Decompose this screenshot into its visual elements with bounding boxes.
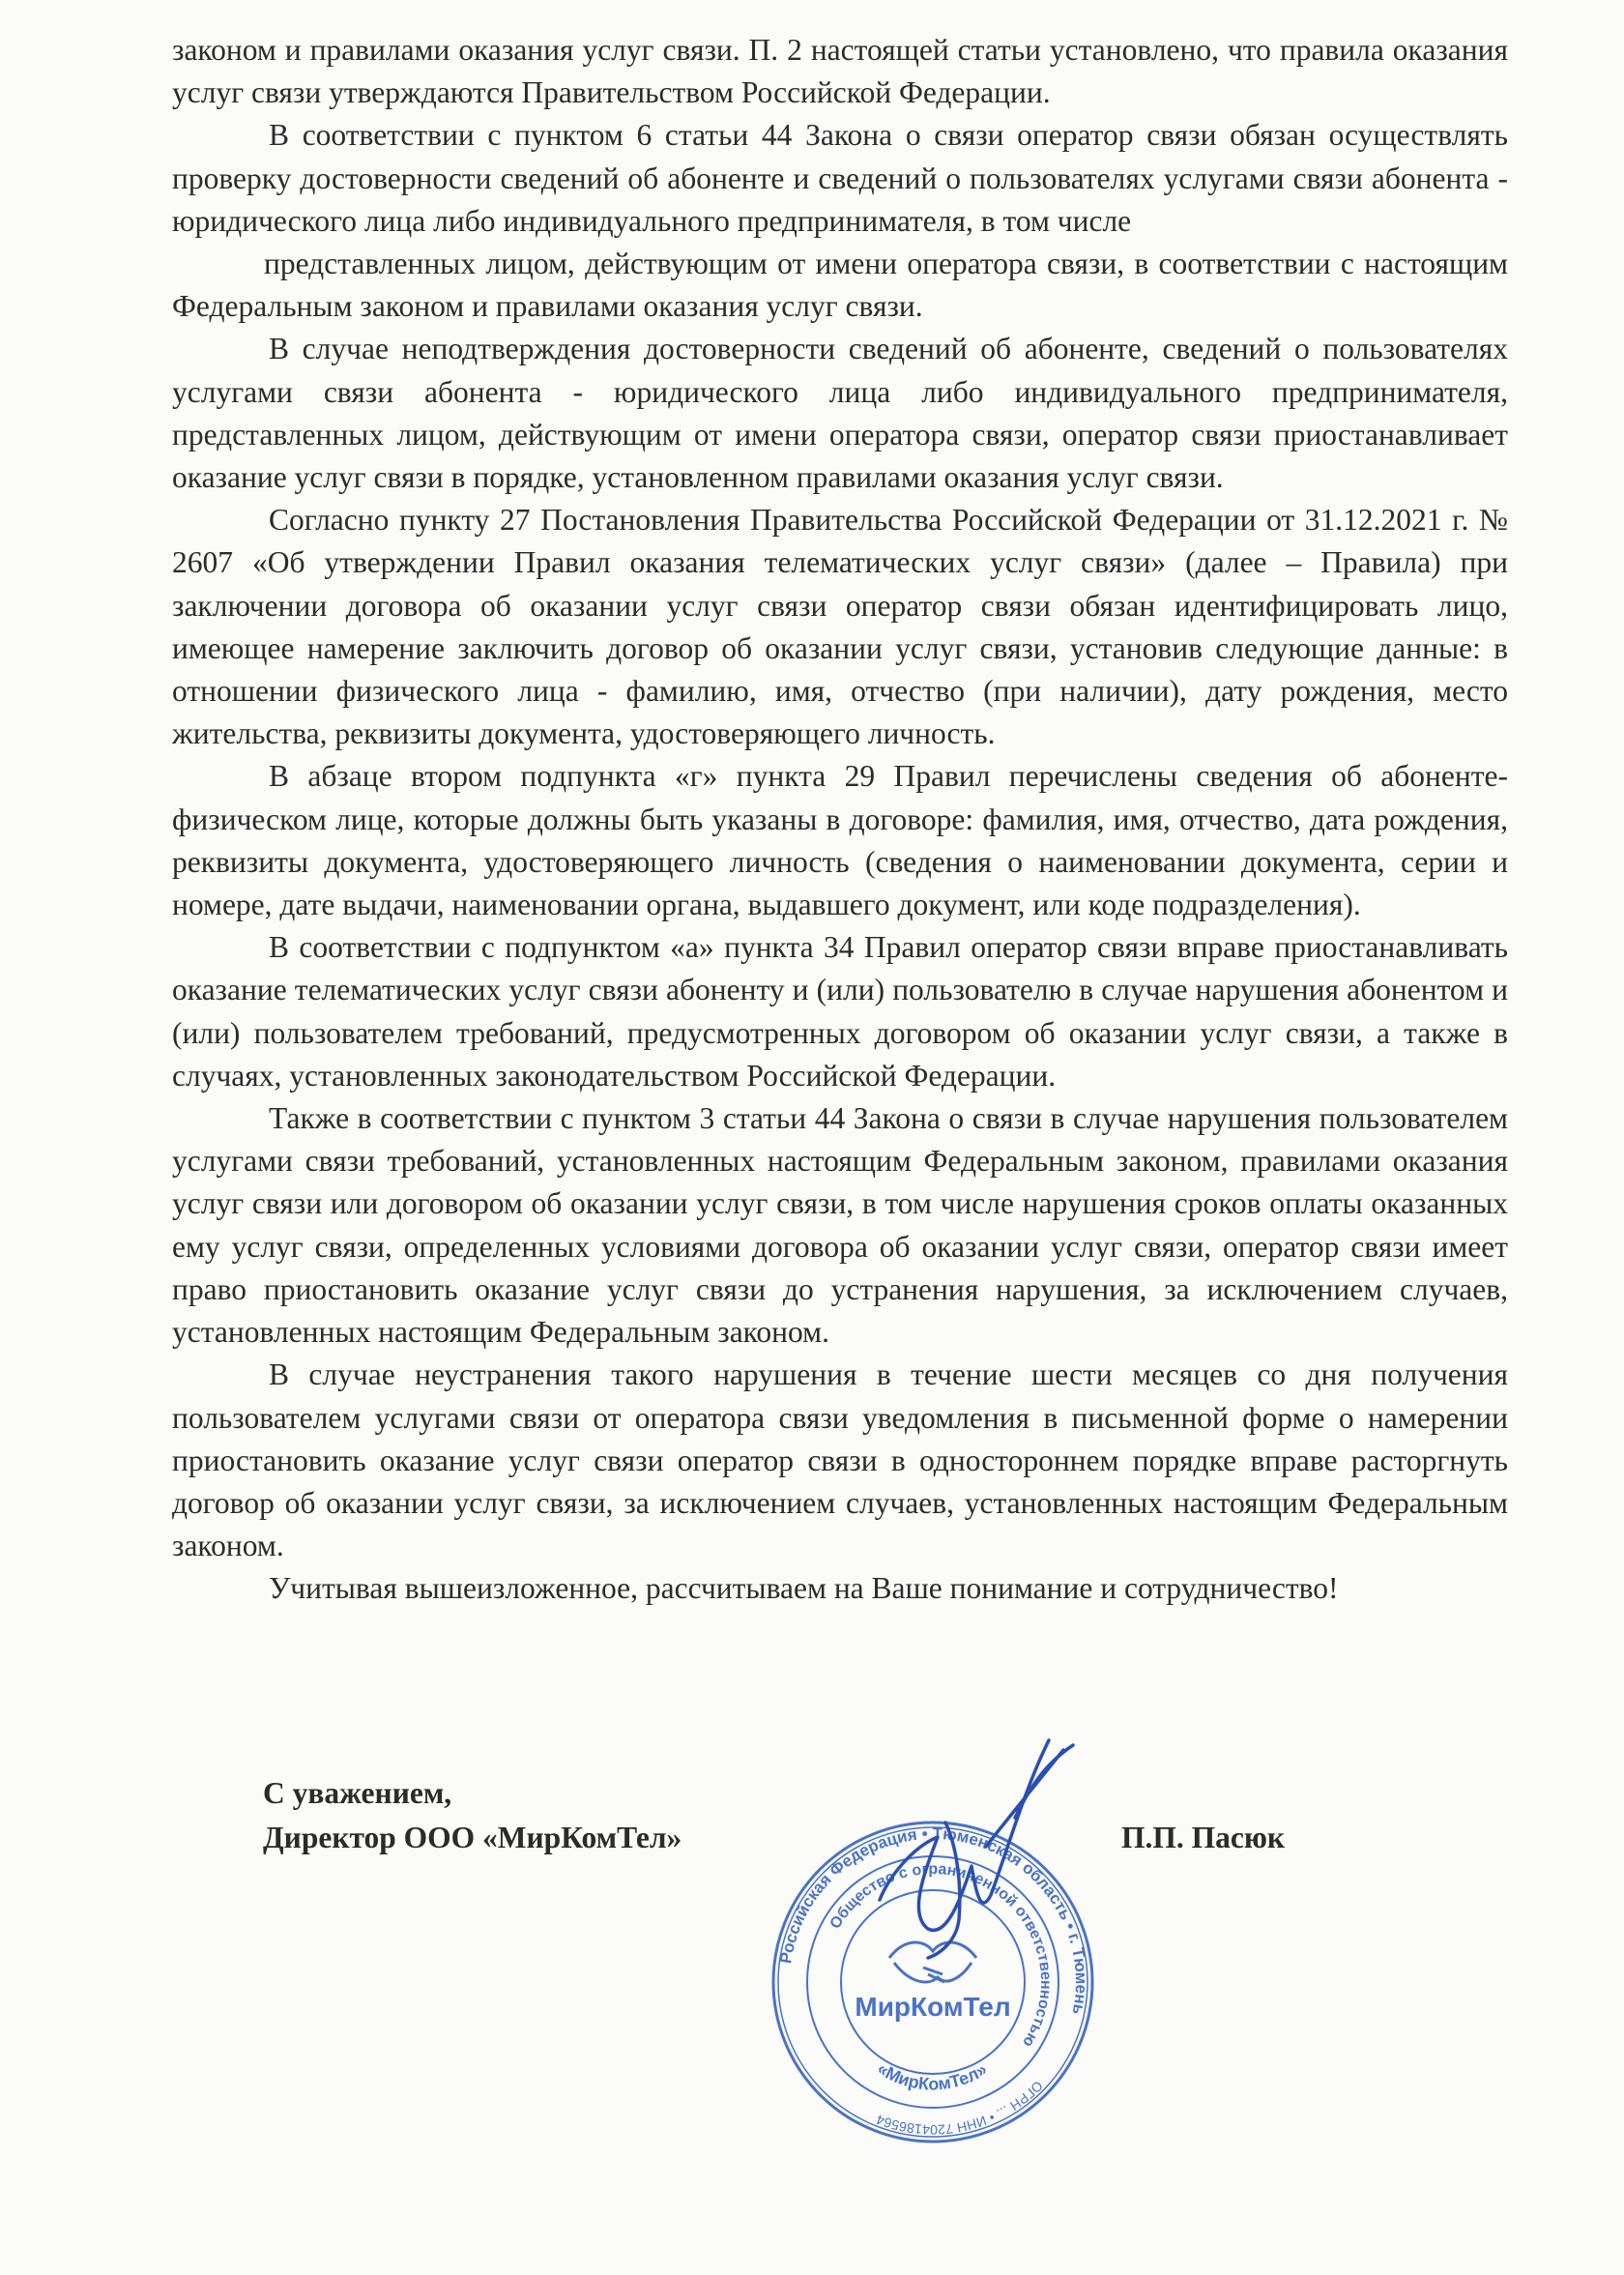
paragraph-3: представленных лицом, действующим от имени оператора связи, в соответствии с настоящим Федеральным законом и правилами оказания услуг связи. xyxy=(172,247,1508,324)
handwritten-signature xyxy=(870,1731,1102,2021)
signature-block xyxy=(263,1771,682,1860)
paragraph-9: В случае неустранения такого нарушения в течение шести месяцев со дня получения пользователем услугами связи от оператора связи уведомления в письменной форме о намерении приостановить оказание услуг связи оператор связи в одностороннем порядке вправе расторгнуть договор об оказании услуг связи, за исключением случаев, установленных настоящим Федеральным законом. xyxy=(172,1357,1508,1563)
paragraph-10: Учитывая вышеизложенное, рассчитываем на Ваше понимание и сотрудничество! xyxy=(269,1571,1339,1606)
stamp-lower-ring-text: ОГРН ... • ИНН 7204186564 xyxy=(874,2078,1047,2139)
closing-phrase: С уважением, xyxy=(263,1776,452,1810)
paragraph-6: В абзаце втором подпункта «г» пункта 29 Правил перечислены сведения об абоненте-физическом лице, которые должны быть указаны в договоре: фамилия, имя, отчество, дата рождения, реквизиты документа, удостоверяющего личность (сведения о наименовании документа, серии и номере, дате выдачи, наименовании органа, выдавшего документ, или коде подразделения). xyxy=(172,759,1508,922)
paragraph-2: В соответствии с пунктом 6 статьи 44 Закона о связи оператор связи обязан осуществлять проверку достоверности сведений об абоненте и сведений о пользователях услугами связи абонента - юридического лица либо индивидуального предпринимателя, в том числе xyxy=(172,118,1508,238)
signatory-name: П.П. Пасюк xyxy=(1121,1821,1286,1854)
signature-stroke-flourish xyxy=(986,1745,1073,1847)
paragraph-1: законом и правилами оказания услуг связи. П. 2 настоящей статьи установлено, что правила оказания услуг связи утверждаются Правительством Российской Федерации. xyxy=(172,33,1508,110)
paragraph-4: В случае неподтверждения достоверности сведений об абоненте, сведений о пользователях услугами связи абонента - юридического лица либо индивидуального предпринимателя, представленных лицом, действующим от имени оператора связи, оператор связи приостанавливает оказание услуг связи в порядке, установленном правилами оказания услуг связи. xyxy=(172,332,1508,495)
letter-body xyxy=(172,29,1508,1611)
stamp-company-name: МирКомТел xyxy=(855,1992,1011,2022)
paragraph-5: Согласно пункту 27 Постановления Правительства Российской Федерации от 31.12.2021 г. № 2607 «Об утверждении Правил оказания телематических услуг связи» (далее – Правила) при заключении договора об оказании услуг связи оператор связи обязан идентифицировать лицо, имеющее намерение заключить договор об оказании услуг связи, установив следующие данные: в отношении физического лица - фамилию, имя, отчество (при наличии), дату рождения, место жительства, реквизиты документа, удостоверяющего личность. xyxy=(172,503,1508,751)
signature-stroke-main xyxy=(880,1740,1049,1930)
signature-stroke-loop xyxy=(928,1823,960,1958)
paragraph-8: Также в соответствии с пунктом 3 статьи 44 Закона о связи в случае нарушения пользователем услугами связи требований, установленных настоящим Федеральным законом, правилами оказания услуг связи или договором об оказании услуг связи, в том числе нарушения сроков оплаты оказанных ему услуг связи, определенных условиями договора об оказании услуг связи, оператор связи имеет право приостановить оказание услуг связи до устранения нарушения, за исключением случаев, установленных настоящим Федеральным законом. xyxy=(172,1101,1508,1350)
stamp-inner-ring-text: Общество с ограниченной ответственностью xyxy=(826,1860,1055,2050)
stamp-outer-ring-text: Российская Федерация • Тюменская область • г. Тюмень xyxy=(776,1823,1091,2017)
paragraph-7: В соответствии с подпунктом «а» пункта 34 Правил оператор связи вправе приостанавливать оказание телематических услуг связи абоненту и (или) пользователю в случае нарушения абонентом и (или) пользователем требований, предусмотренных договором об оказании услуг связи, а также в случаях, установленных законодательством Российской Федерации. xyxy=(172,930,1508,1093)
stamp-bottom-arc-text: «МирКомТел» xyxy=(874,2058,991,2094)
signatory-title: Директор ООО «МирКомТел» xyxy=(263,1821,682,1854)
